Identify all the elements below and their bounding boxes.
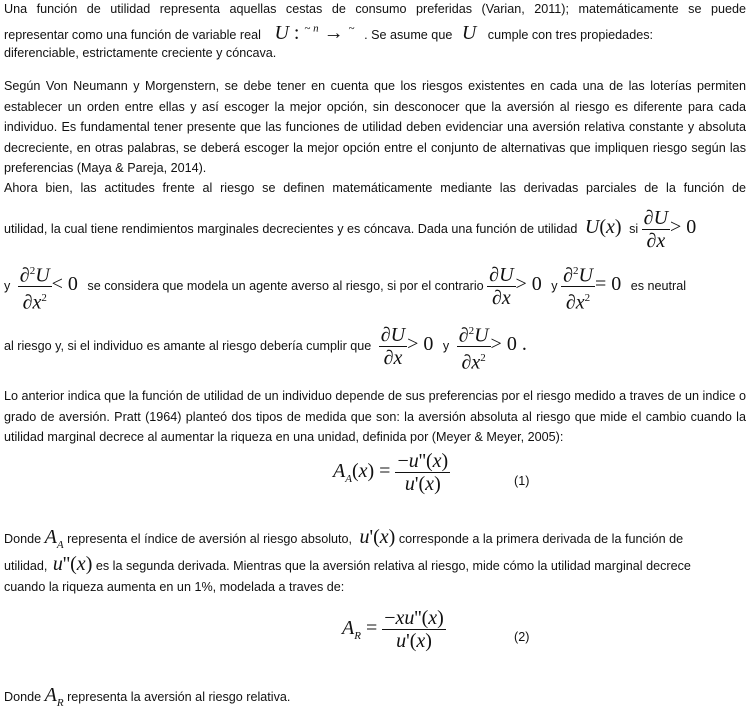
math-ux: U <box>584 216 600 238</box>
math-u-prime: u <box>359 526 370 548</box>
para3-y2: y <box>551 279 558 293</box>
para3-si: si <box>629 222 639 236</box>
math-u-map: U <box>274 22 289 44</box>
para3-neutral: es neutral <box>630 279 687 293</box>
math-dudx-2: $\frac{\partial U}{\partial x}$ <box>489 264 514 310</box>
para1-text-a: representar como una función de variable real <box>4 28 261 42</box>
para3-line3: y $\frac{\partial^2U}{\partial x^2}$ < 0 se considera que modela un agente averso al riesgo, si por el contrario $\frac{\partial U}{\partial x}$ > 0 y $\frac{\partial^2U}{\partial x^2}$ = 0 es neutral <box>4 258 746 314</box>
math-dudx-3: $\frac{\partial U}{\partial x}$ <box>380 324 406 370</box>
math-dudx-1: $\frac{\partial U}{\partial x}$ <box>643 207 669 253</box>
para4: Lo anterior indica que la función de utilidad de un individuo depende de sus preferencias por el riesgo medido a traves de un indice o grado de aversión. Pratt (1964) planteó dos tipos de medida que son: la aversión absoluta al riesgo que mide el cambio cuando la utilidad marginal decrece al aumentar la riqueza en una unidad, definida por (Meyer & Meyer, 2005): <box>4 389 746 444</box>
para1-text-c: cumple con tres propiedades: <box>487 28 653 42</box>
math-d2udx2-1: $\frac{\partial^2U}{\partial x^2}$ <box>18 260 52 314</box>
para5-utilidad: utilidad, <box>4 559 48 573</box>
para3-y1: y <box>4 279 11 293</box>
para5-donde: Donde <box>4 532 42 546</box>
equation-2: $A_R$ = $\frac{-xu''(x)}{u'(x)}$ <box>342 607 444 652</box>
math-d2udx2-2: $\frac{\partial^2U}{\partial x^2}$ <box>561 260 595 314</box>
math-u-dprime: u <box>52 553 63 575</box>
math-aa: $A_A$ <box>44 526 64 551</box>
para1-line2 <box>4 22 746 45</box>
equation-1-number: (1) <box>514 474 530 488</box>
para5-text-b: corresponde a la primera derivada de la función de <box>398 532 684 546</box>
para3-y3: y <box>442 339 450 353</box>
para3-line2: utilidad, la cual tiene rendimientos marginales decrecientes y es cóncava. Dada una función de utilidad U(x) si $\frac{\partial U}{\partial x}$ > 0 <box>4 207 697 253</box>
para3-text-a: utilidad, la cual tiene rendimientos marginales decrecientes y es cóncava. Dada una función de utilidad <box>4 222 578 236</box>
para5-text-c: es la segunda derivada. Mientras que la aversión relativa al riesgo, mide cómo la utilidad marginal decrece <box>95 559 691 573</box>
math-u-map-rest: : $^{\sim n}$ → ~ <box>288 22 355 44</box>
para6-donde: Donde <box>4 690 42 704</box>
para3-text-d: al riesgo y, si el individuo es amante al riesgo debería cumplir que <box>4 339 372 353</box>
para3-line1: Ahora bien, las actitudes frente al riesgo se definen matemáticamente mediante las derivadas parciales de la función de <box>4 181 746 195</box>
para3-text-c: se considera que modela un agente averso al riesgo, si por el contrario <box>87 279 484 293</box>
para1-line1: Una función de utilidad representa aquellas cestas de consumo preferidas (Varian, 2011); matemáticamente se puede <box>4 2 746 16</box>
para6 <box>4 684 746 709</box>
para5-line1: Donde $A_A$ representa el índice de aversión al riesgo absoluto, u'(x) corresponde a la primera derivada de la función de <box>4 526 684 551</box>
math-u: U <box>461 22 477 44</box>
para5-text-a: representa el índice de aversión al riesgo absoluto, <box>67 532 353 546</box>
para1-text-b: . Se asume que <box>364 28 453 42</box>
para2: Según Von Neumann y Morgenstern, se debe tener en cuenta que los riesgos existentes en cada una de las loterías permiten establecer un orden entre ellas y así escoger la mejor opción, sin desconocer que la aversión al riesgo es diferente para cada individuo. Es fundamental tener presente que las funciones de utilidad deben evidenciar una aversión relativa constante y absoluta decreciente, en otras palabras, se deberá escoger la mejor opción entre el conjunto de alternativas que impliquen riesgo según las preferencias (Maya & Pareja, 2014). <box>4 79 746 175</box>
para6-text: representa la aversión al riesgo relativa. <box>67 690 291 704</box>
para5-line3: cuando la riqueza aumenta en un 1%, modelada a traves de: <box>4 580 345 594</box>
math-d2udx2-3: $\frac{\partial^2U}{\partial x^2}$ <box>457 320 491 374</box>
math-ar: $A_R$ <box>44 684 64 709</box>
para1-line3: diferenciable, estrictamente creciente y cóncava. <box>4 46 277 60</box>
equation-2-number: (2) <box>514 630 530 644</box>
para3-line4: al riesgo y, si el individuo es amante al riesgo debería cumplir que $\frac{\partial U}{\partial x}$ > 0 y $\frac{\partial^2U}{\partial x^2}$ > 0 . <box>4 318 746 374</box>
equation-1: $A_A(x)$ = $\frac{-u''(x)}{u'(x)}$ <box>333 450 449 495</box>
para5-line2: utilidad, u''(x) es la segunda derivada. Mientras que la aversión relativa al riesgo, mide cómo la utilidad marginal decrece <box>4 553 691 575</box>
